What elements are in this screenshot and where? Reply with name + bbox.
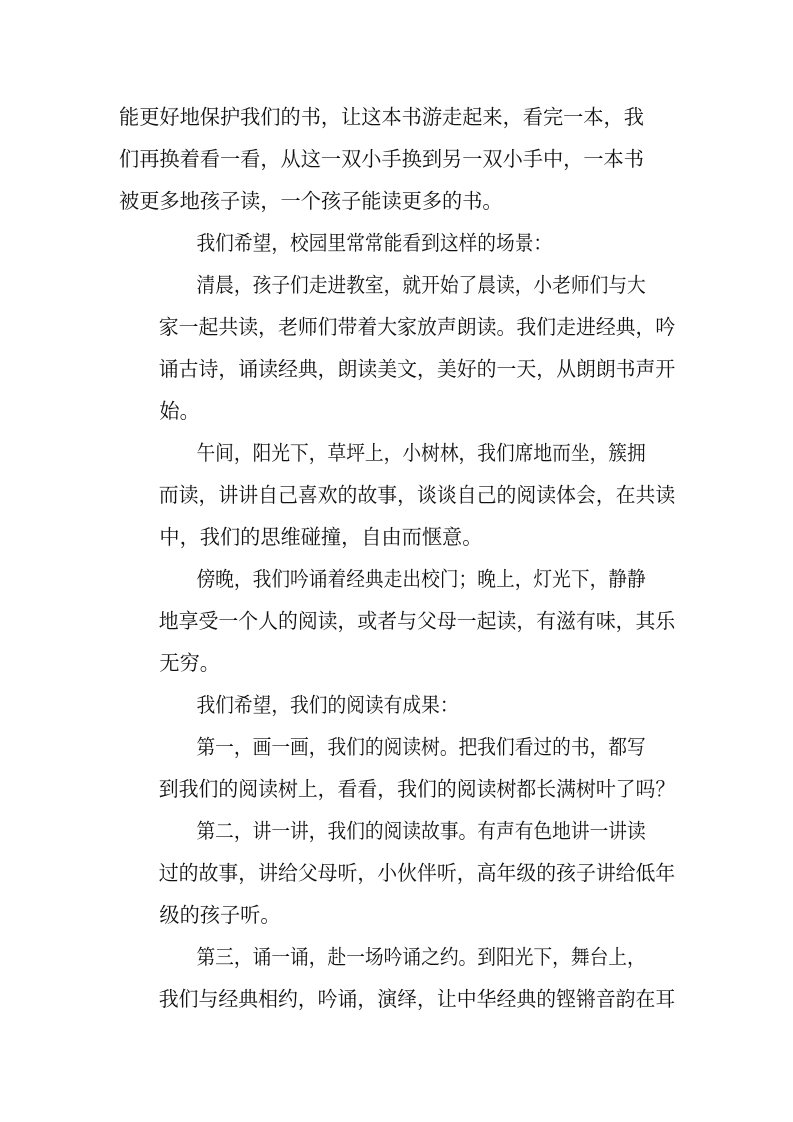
text-line: 而读，讲讲自己喜欢的故事，谈谈自己的阅读体会，在共读 (158, 483, 676, 507)
text-line: 过的故事，讲给父母听，小伙伴听，高年级的孩子讲给低年 (158, 861, 676, 885)
text-line: 第三，诵一诵，赴一场吟诵之约。到阳光下，舞台上， (196, 945, 647, 969)
text-line: 清晨，孩子们走进教室，就开始了晨读，小老师们与大 (196, 273, 647, 297)
paragraph (119, 432, 675, 558)
paragraph (119, 558, 675, 684)
text-line: 第二，讲一讲，我们的阅读故事。有声有色地讲一讲读 (196, 819, 647, 843)
paragraph (119, 684, 675, 726)
text-line: 诵古诗，诵读经典，朗读美文，美好的一天，从朗朗书声开 (158, 357, 676, 381)
text-line: 级的孩子听。 (159, 903, 281, 927)
paragraph (119, 810, 675, 936)
text-line: 中，我们的思维碰撞，自由而惬意。 (159, 525, 483, 549)
text-line: 地享受一个人的阅读，或者与父母一起读，有滋有味，其乐 (158, 609, 676, 633)
paragraph (119, 264, 675, 432)
paragraph (119, 222, 675, 264)
text-line: 傍晚，我们吟诵着经典走出校门；晚上，灯光下，静静 (196, 567, 647, 591)
paragraph (119, 96, 675, 222)
text-line: 第一，画一画，我们的阅读树。把我们看过的书，都写 (196, 735, 647, 759)
text-line: 到我们的阅读树上，看看，我们的阅读树都长满树叶了吗？ (158, 777, 676, 801)
paragraph (119, 726, 675, 810)
text-line: 能更好地保护我们的书，让这本书游走起来，看完一本，我 (119, 105, 644, 129)
text-line: 我们希望，校园里常常能看到这样的场景： (196, 231, 553, 255)
text-line: 午间，阳光下，草坪上，小树林，我们席地而坐，簇拥 (196, 441, 647, 465)
document-body (119, 96, 675, 1020)
text-line: 无穷。 (159, 651, 220, 675)
text-line: 们再换着看一看，从这一双小手换到另一双小手中，一本书 (119, 147, 644, 171)
paragraph (119, 936, 675, 1020)
text-line: 我们与经典相约，吟诵，演绎，让中华经典的铿锵音韵在耳 (158, 987, 676, 1011)
text-line: 被更多地孩子读，一个孩子能读更多的书。 (119, 189, 503, 213)
text-line: 始。 (159, 399, 200, 423)
text-line: 家一起共读，老师们带着大家放声朗读。我们走进经典，吟 (158, 315, 676, 339)
text-line: 我们希望，我们的阅读有成果： (196, 693, 459, 717)
